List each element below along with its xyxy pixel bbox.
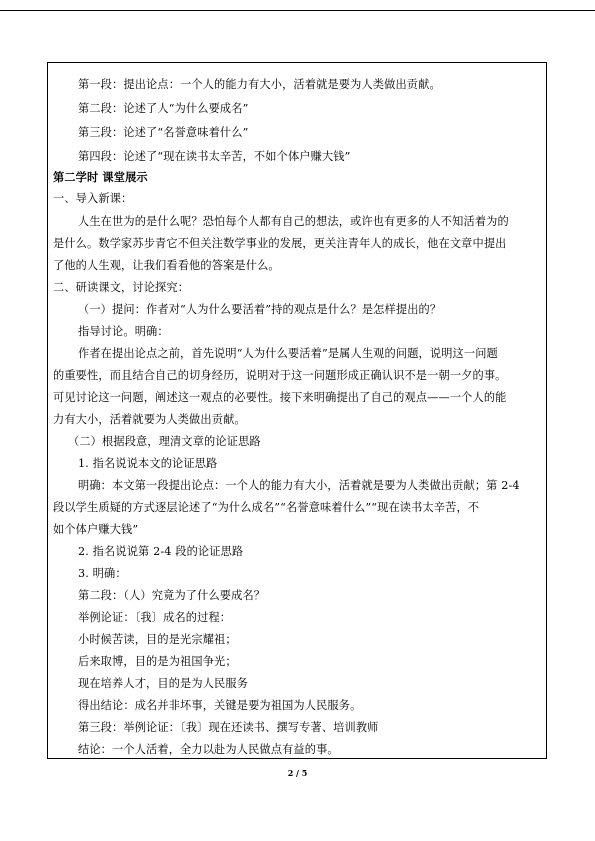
text-line: 1. 指名说说本文的论证思路: [78, 457, 218, 470]
text-line: 人生在世为的是什么呢？恐怕每个人都有自己的想法，或许也有更多的人不知活着为的: [78, 215, 509, 228]
text-line: 力有大小，活着就要为人类做出贡献。: [53, 413, 246, 426]
text-line: 了他的人生观，让我们看看他的答案是什么。: [53, 259, 280, 272]
text-line: 举例论证：〔我〕成名的过程：: [78, 611, 232, 624]
text-line: 二、研读课文，讨论探究：: [53, 281, 190, 294]
text-line: 后来取博，目的是为祖国争光；: [78, 655, 237, 668]
text-line: 第三段：举例论证：〔我〕现在还读书、撰写专著、培训教师: [78, 721, 379, 734]
text-line: 第二段：（人）究竟为了什么要成名？: [78, 589, 266, 602]
text-line: 小时候苦读，目的是光宗耀祖；: [78, 633, 237, 646]
text-line: 的重要性，而且结合自己的切身经历，说明对于这一问题形成正确认识不是一朝一夕的事。: [53, 369, 507, 382]
text-line: 2. 指名说说第 2-4 段的论证思路: [78, 545, 244, 558]
page-number: 2 / 5: [287, 768, 308, 778]
text-line: 作者在提出论点之前，首先说明“人为什么要活着”是属人生观的问题，说明这一问题: [78, 347, 498, 360]
text-line: （一）提问：作者对“人为什么要活着”持的观点是什么？是怎样提出的？: [78, 303, 442, 316]
text-line: 如个体户赚大钱”: [53, 523, 139, 536]
text-line: 得出结论：成名并非坏事，关键是要为祖国为人民服务。: [78, 699, 362, 712]
text-line: （二）根据段意，理清文章的论证思路: [68, 435, 261, 448]
text-line: 一、导入新课：: [53, 192, 133, 205]
header-rule: [0, 10, 595, 11]
text-line: 第一段：提出论点：一个人的能力有大小，活着就是要为人类做出贡献。: [78, 78, 441, 91]
text-line: 可见讨论这一问题，阐述这一观点的必要性。接下来明确提出了自己的观点——一个人的能: [53, 391, 507, 404]
text-line: 第三段：论述了“名誉意味着什么”: [78, 126, 249, 139]
text-line: 是什么。数学家苏步青它不但关注数学事业的发展，更关注青年人的成长，他在文章中提出: [53, 237, 507, 250]
text-line: 第二段：论述了人“为什么要成名”: [78, 102, 249, 115]
text-line: 结论：一个人活着，全力以赴为人民做点有益的事。: [78, 743, 339, 756]
text-line: 明确：本文第一段提出论点：一个人的能力有大小，活着就是要为人类做出贡献；第 2-4: [78, 479, 520, 492]
text-line: 第四段：论述了“现在读书太辛苦，不如个体户赚大钱”: [78, 150, 351, 163]
text-line: 指导讨论。明确：: [78, 325, 169, 338]
text-line: 3. 明确：: [78, 567, 127, 580]
text-line: 现在培养人才，目的是为人民服务: [78, 677, 249, 690]
text-line: 段以学生质疑的方式逐层论述了“为什么成名”“名誉意味着什么”“现在读书太辛苦，不: [53, 501, 480, 514]
section-heading: 第二学时 课堂展示: [53, 170, 148, 184]
